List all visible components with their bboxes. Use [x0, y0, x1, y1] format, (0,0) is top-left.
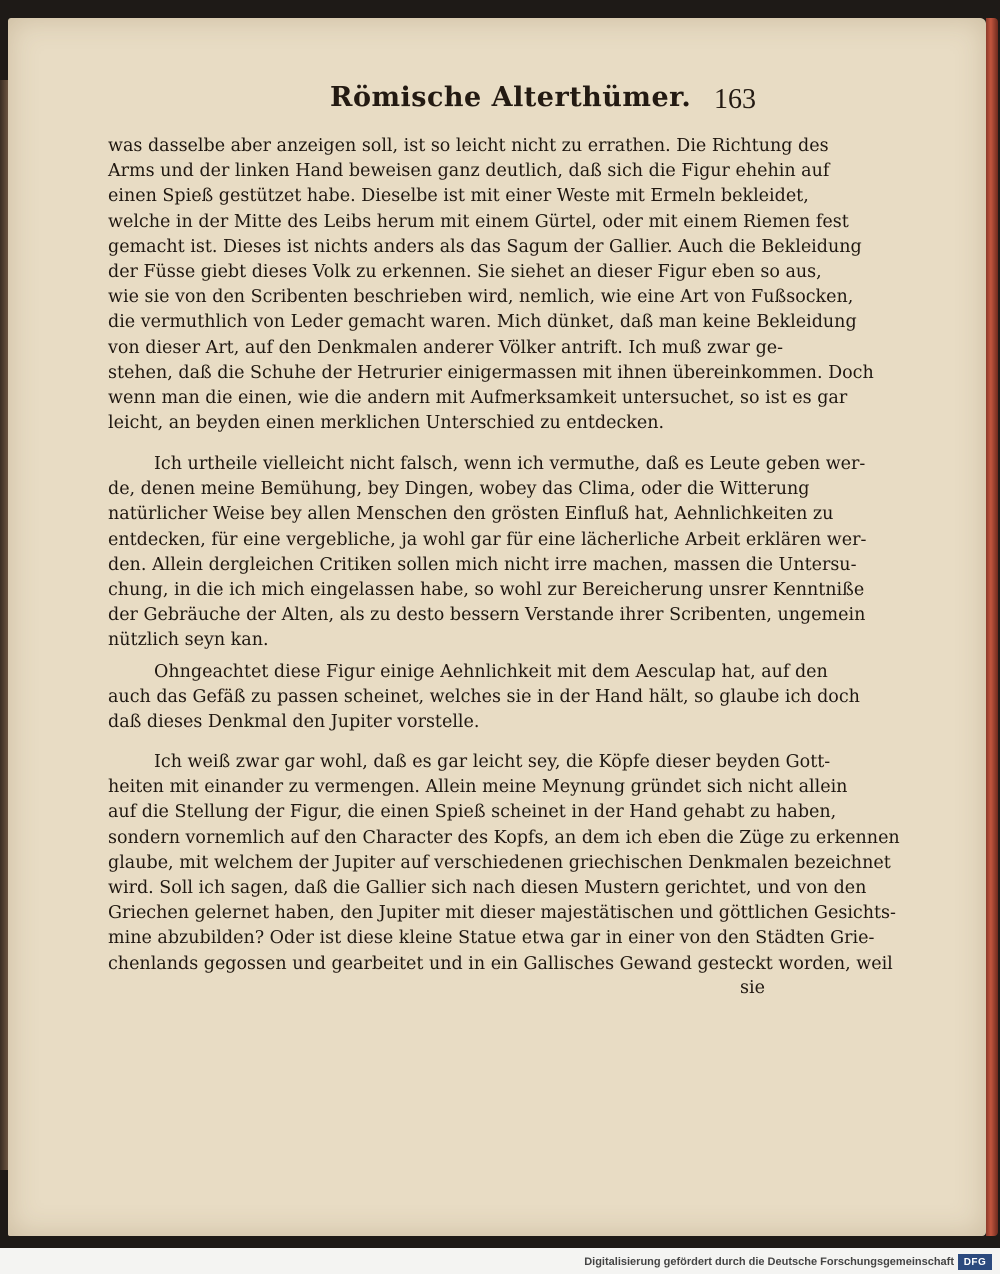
- text-line: was dasselbe aber anzeigen soll, ist so leicht nicht zu errathen. Die Richtung des: [108, 136, 829, 156]
- text-line: heiten mit einander zu vermengen. Allein meine Meynung gründet sich nicht allein: [108, 777, 848, 798]
- text-line: auch das Gefäß zu passen scheinet, welches sie in der Hand hält, so glaube ich doch: [108, 687, 860, 708]
- text-line: Griechen gelernet haben, den Jupiter mit dieser majestätischen und göttlichen Gesichts-: [108, 903, 896, 924]
- running-head: Römische Alterthümer.: [330, 82, 692, 113]
- text-line: wird. Soll ich sagen, daß die Gallier sich nach diesen Mustern gerichtet, und von den: [108, 878, 867, 898]
- text-line: mine abzubilden? Oder ist diese kleine Statue etwa gar in einer von den Städten Grie-: [108, 928, 875, 949]
- text-line: stehen, daß die Schuhe der Hetrurier einigermassen mit ihnen übereinkommen. Doch: [108, 362, 874, 383]
- text-line: auf die Stellung der Figur, die einen Spieß scheinet in der Hand gehabt zu haben,: [108, 802, 837, 823]
- text-line: der Füsse giebt dieses Volk zu erkennen. Sie siehet an dieser Figur eben so aus,: [108, 262, 822, 282]
- book-cover-edge: [986, 18, 998, 1236]
- text-line: sondern vornemlich auf den Character des Kopfs, an dem ich eben die Züge zu erkennen: [108, 827, 900, 848]
- text-line: Arms und der linken Hand beweisen ganz deutlich, daß sich die Figur ehehin auf: [108, 161, 830, 182]
- text-line: Ohngeachtet diese Figur einige Aehnlichkeit mit dem Aesculap hat, auf den: [154, 662, 828, 682]
- text-line: von dieser Art, auf den Denkmalen anderer Völker antrift. Ich muß zwar ge-: [108, 337, 784, 358]
- text-line: einen Spieß gestützet habe. Dieselbe ist mit einer Weste mit Ermeln bekleidet,: [108, 186, 809, 207]
- text-line: gemacht ist. Dieses ist nichts anders als das Sagum der Gallier. Auch die Bekleidung: [108, 236, 862, 257]
- text-line: glaube, mit welchem der Jupiter auf verschiedenen griechischen Denkmalen bezeichnet: [108, 852, 891, 873]
- text-line: wie sie von den Scribenten beschrieben wird, nemlich, wie eine Art von Fußsocken,: [108, 287, 854, 308]
- book-spine-edge: [0, 80, 8, 1170]
- text-line: der Gebräuche der Alten, als zu desto bessern Verstande ihrer Scribenten, ungemein: [108, 605, 866, 626]
- dfg-logo: DFG: [958, 1254, 992, 1270]
- text-line: daß dieses Denkmal den Jupiter vorstelle.: [108, 712, 480, 733]
- text-line: nützlich seyn kan.: [108, 630, 269, 651]
- text-line: natürlicher Weise bey allen Menschen den grösten Einfluß hat, Aehnlichkeiten zu: [108, 504, 834, 525]
- text-line: de, denen meine Bemühung, bey Dingen, wobey das Clima, oder die Witterung: [108, 479, 810, 500]
- footer-credit: Digitalisierung gefördert durch die Deutsche Forschungsgemeinschaft: [584, 1256, 954, 1268]
- text-line: welche in der Mitte des Leibs herum mit einem Gürtel, oder mit einem Riemen fest: [108, 211, 849, 232]
- text-line: chung, in die ich mich eingelassen habe, so wohl zur Bereicherung unsrer Kenntniße: [108, 580, 865, 600]
- text-line: den. Allein dergleichen Critiken sollen mich nicht irre machen, massen die Untersu-: [108, 554, 857, 575]
- text-line: Ich weiß zwar gar wohl, daß es gar leicht sey, die Köpfe dieser beyden Gott-: [154, 752, 831, 772]
- text-line: Ich urtheile vielleicht nicht falsch, wenn ich vermuthe, daß es Leute geben wer-: [154, 454, 866, 474]
- text-line: entdecken, für eine vergebliche, ja wohl gar für eine lächerliche Arbeit erklären wer-: [108, 529, 867, 550]
- catchword: sie: [740, 978, 765, 998]
- text-line: chenlands gegossen und gearbeitet und in ein Gallisches Gewand gesteckt worden, weil: [108, 953, 893, 974]
- text-line: wenn man die einen, wie die andern mit Aufmerksamkeit untersuchet, so ist es gar: [108, 388, 848, 408]
- page-number: 163: [714, 84, 756, 115]
- text-line: die vermuthlich von Leder gemacht waren. Mich dünket, daß man keine Bekleidung: [108, 312, 857, 333]
- text-line: leicht, an beyden einen merklichen Unterschied zu entdecken.: [108, 413, 665, 434]
